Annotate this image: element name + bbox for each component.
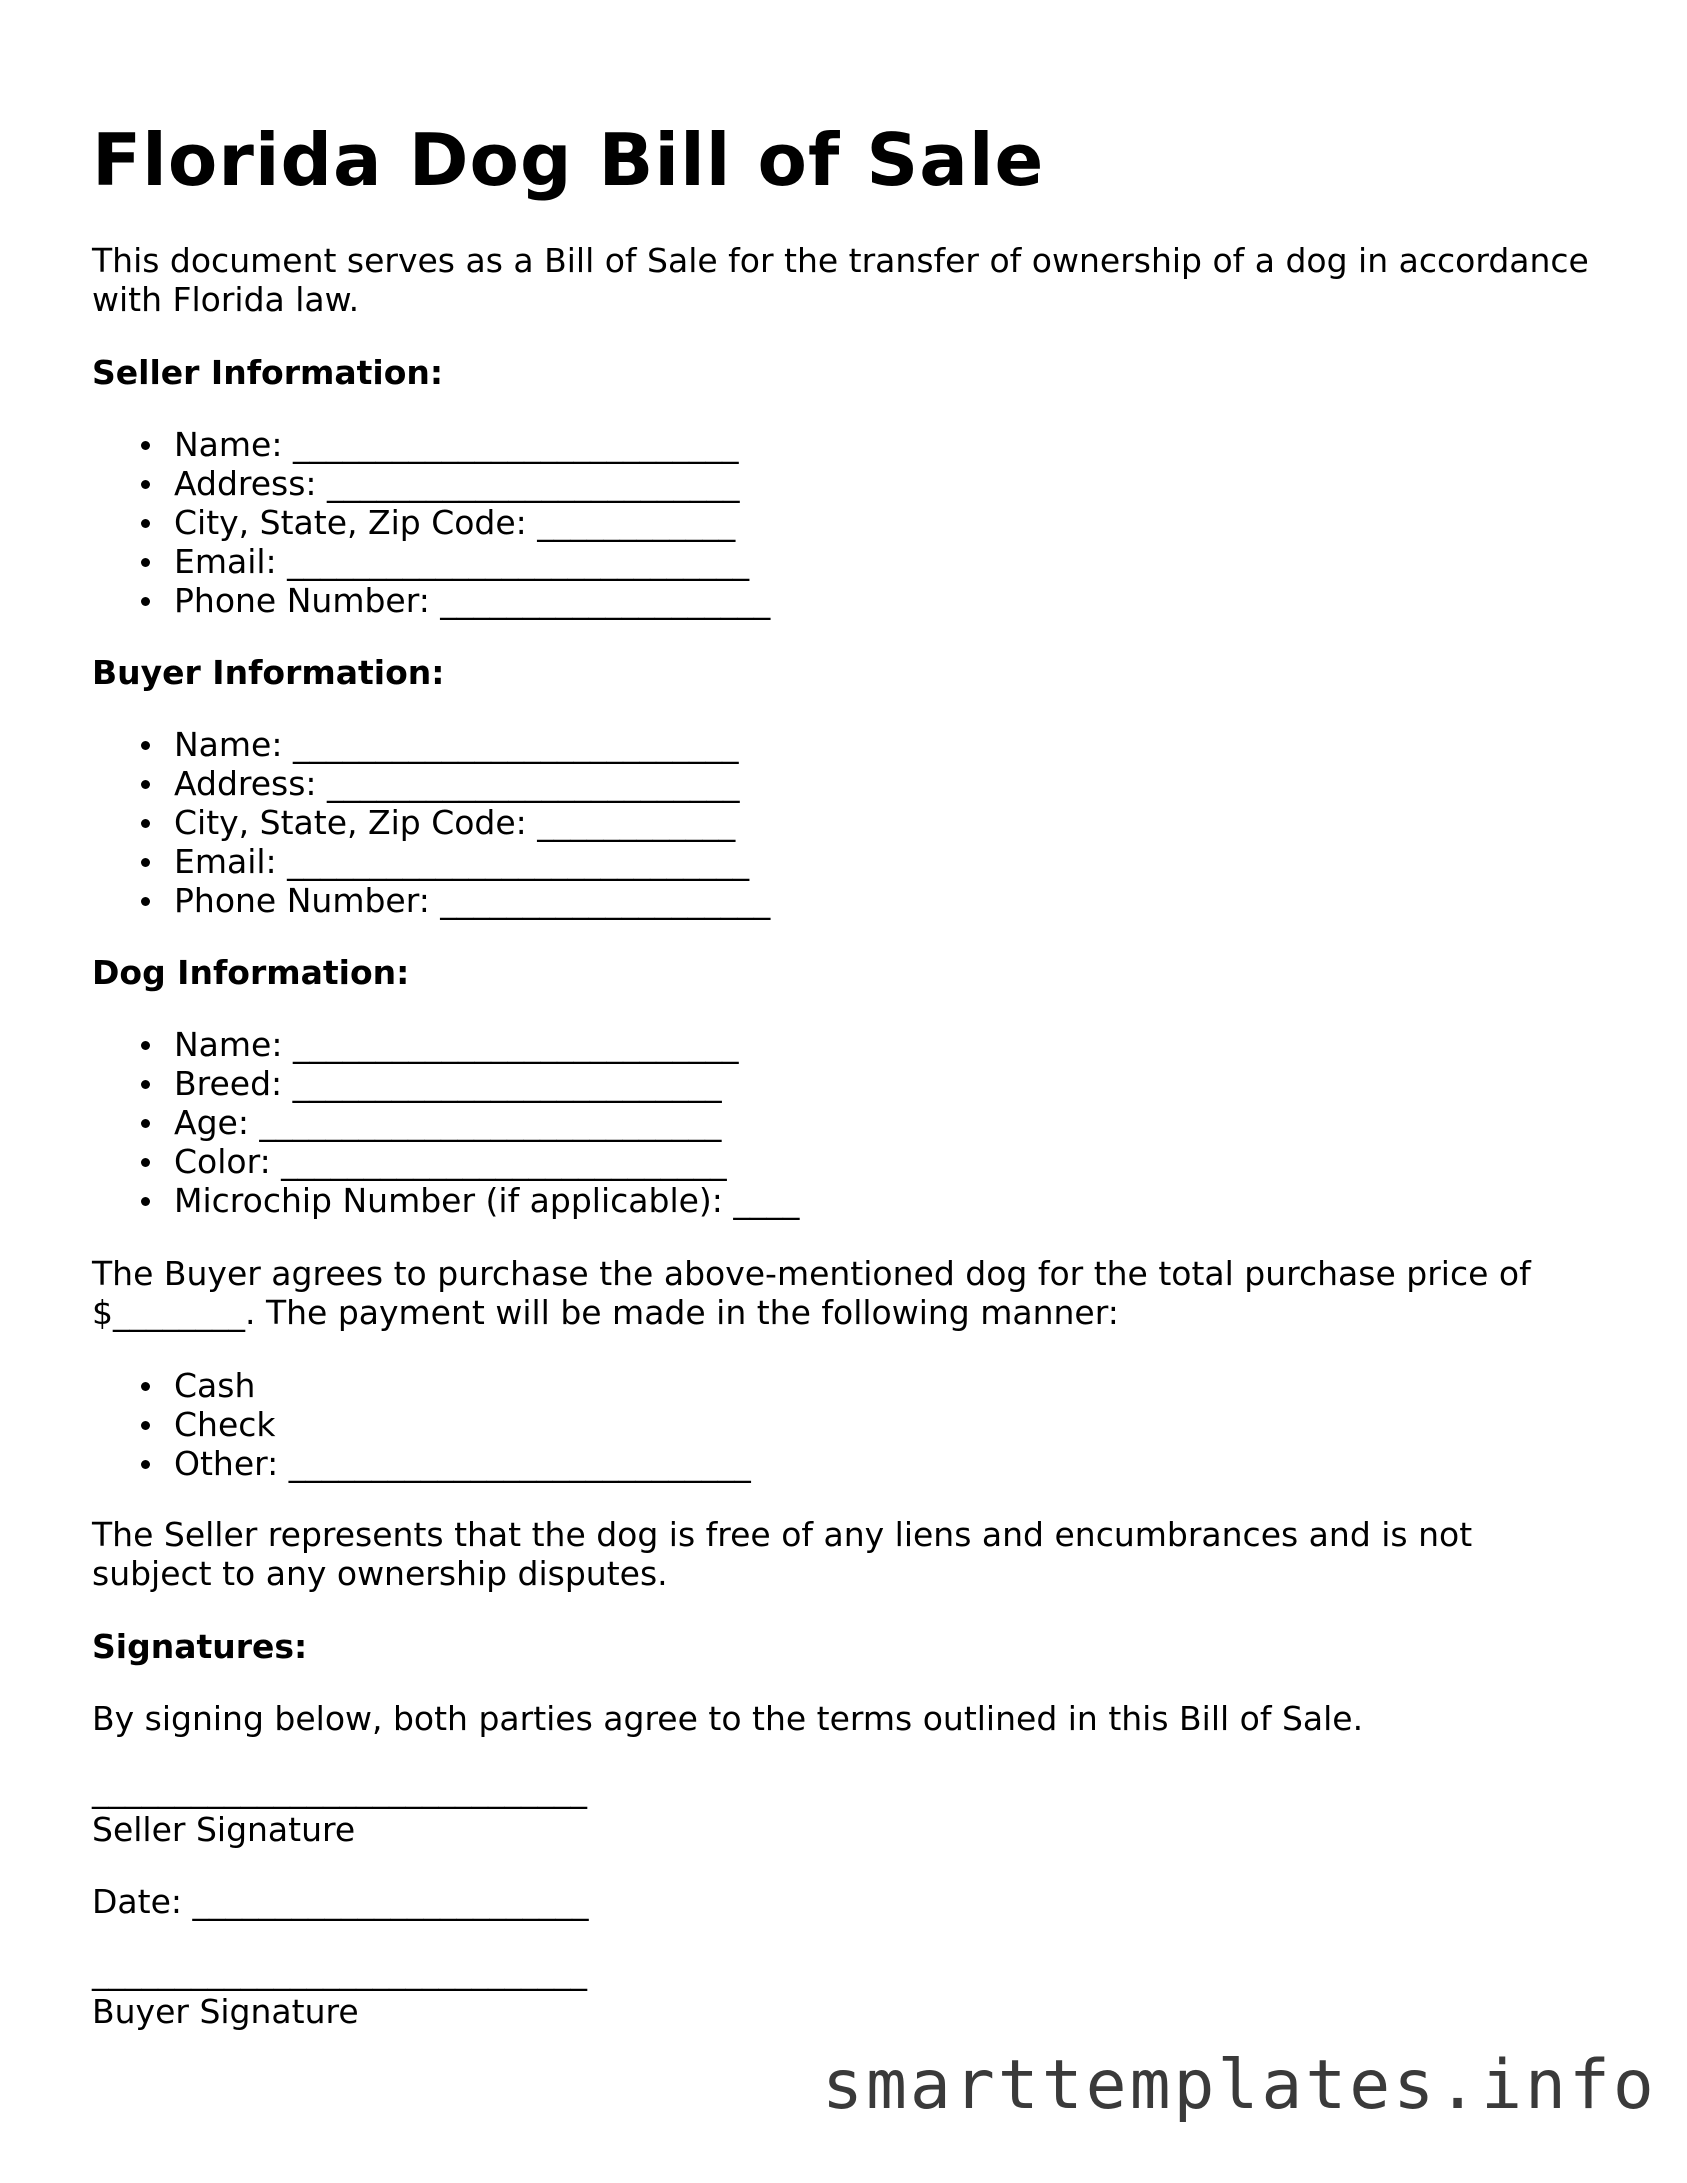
buyer-name-field[interactable]: Name: ___________________________ bbox=[92, 725, 770, 764]
payment-other-field[interactable]: Other: ____________________________ bbox=[92, 1444, 751, 1483]
seller-signature-line[interactable]: ______________________________ bbox=[92, 1770, 587, 1809]
seller-heading: Seller Information: bbox=[92, 353, 444, 392]
dog-age-field[interactable]: Age: ____________________________ bbox=[92, 1103, 799, 1142]
buyer-fields-list bbox=[92, 725, 770, 920]
dog-breed-field[interactable]: Breed: __________________________ bbox=[92, 1064, 799, 1103]
dog-heading: Dog Information: bbox=[92, 953, 410, 992]
seller-email-field[interactable]: Email: ____________________________ bbox=[92, 542, 770, 581]
seller-address-field[interactable]: Address: _________________________ bbox=[92, 464, 770, 503]
buyer-city-state-zip-field[interactable]: City, State, Zip Code: ____________ bbox=[92, 803, 770, 842]
buyer-phone-field[interactable]: Phone Number: ____________________ bbox=[92, 881, 770, 920]
seller-fields-list bbox=[92, 425, 770, 620]
buyer-email-field[interactable]: Email: ____________________________ bbox=[92, 842, 770, 881]
watermark-text: smarttemplates.info bbox=[822, 2046, 1657, 2125]
page-title: Florida Dog Bill of Sale bbox=[92, 118, 1045, 202]
representation-line-1: The Seller represents that the dog is free of any liens and encumbrances and is not bbox=[92, 1515, 1473, 1554]
payment-check-option[interactable]: Check bbox=[92, 1405, 751, 1444]
intro-line-1: This document serves as a Bill of Sale for the transfer of ownership of a dog in accordance bbox=[92, 241, 1589, 280]
payment-cash-option[interactable]: Cash bbox=[92, 1366, 751, 1405]
representation-line-2: subject to any ownership disputes. bbox=[92, 1554, 668, 1593]
purchase-line-2: $________. The payment will be made in the following manner: bbox=[92, 1293, 1119, 1332]
payment-methods-list bbox=[92, 1366, 751, 1483]
buyer-address-field[interactable]: Address: _________________________ bbox=[92, 764, 770, 803]
buyer-signature-label: Buyer Signature bbox=[92, 1992, 359, 2031]
buyer-heading: Buyer Information: bbox=[92, 653, 445, 692]
signatures-statement: By signing below, both parties agree to the terms outlined in this Bill of Sale. bbox=[92, 1699, 1364, 1738]
seller-signature-label: Seller Signature bbox=[92, 1810, 356, 1849]
seller-name-field[interactable]: Name: ___________________________ bbox=[92, 425, 770, 464]
seller-phone-field[interactable]: Phone Number: ____________________ bbox=[92, 581, 770, 620]
purchase-line-1: The Buyer agrees to purchase the above-mentioned dog for the total purchase price of bbox=[92, 1254, 1531, 1293]
date-field[interactable]: Date: ________________________ bbox=[92, 1882, 589, 1921]
dog-fields-list bbox=[92, 1025, 799, 1220]
seller-city-state-zip-field[interactable]: City, State, Zip Code: ____________ bbox=[92, 503, 770, 542]
dog-color-field[interactable]: Color: ___________________________ bbox=[92, 1142, 799, 1181]
signatures-heading: Signatures: bbox=[92, 1627, 308, 1666]
dog-name-field[interactable]: Name: ___________________________ bbox=[92, 1025, 799, 1064]
intro-line-2: with Florida law. bbox=[92, 280, 360, 319]
buyer-signature-line[interactable]: ______________________________ bbox=[92, 1952, 587, 1991]
dog-microchip-field[interactable]: Microchip Number (if applicable): ____ bbox=[92, 1181, 799, 1220]
